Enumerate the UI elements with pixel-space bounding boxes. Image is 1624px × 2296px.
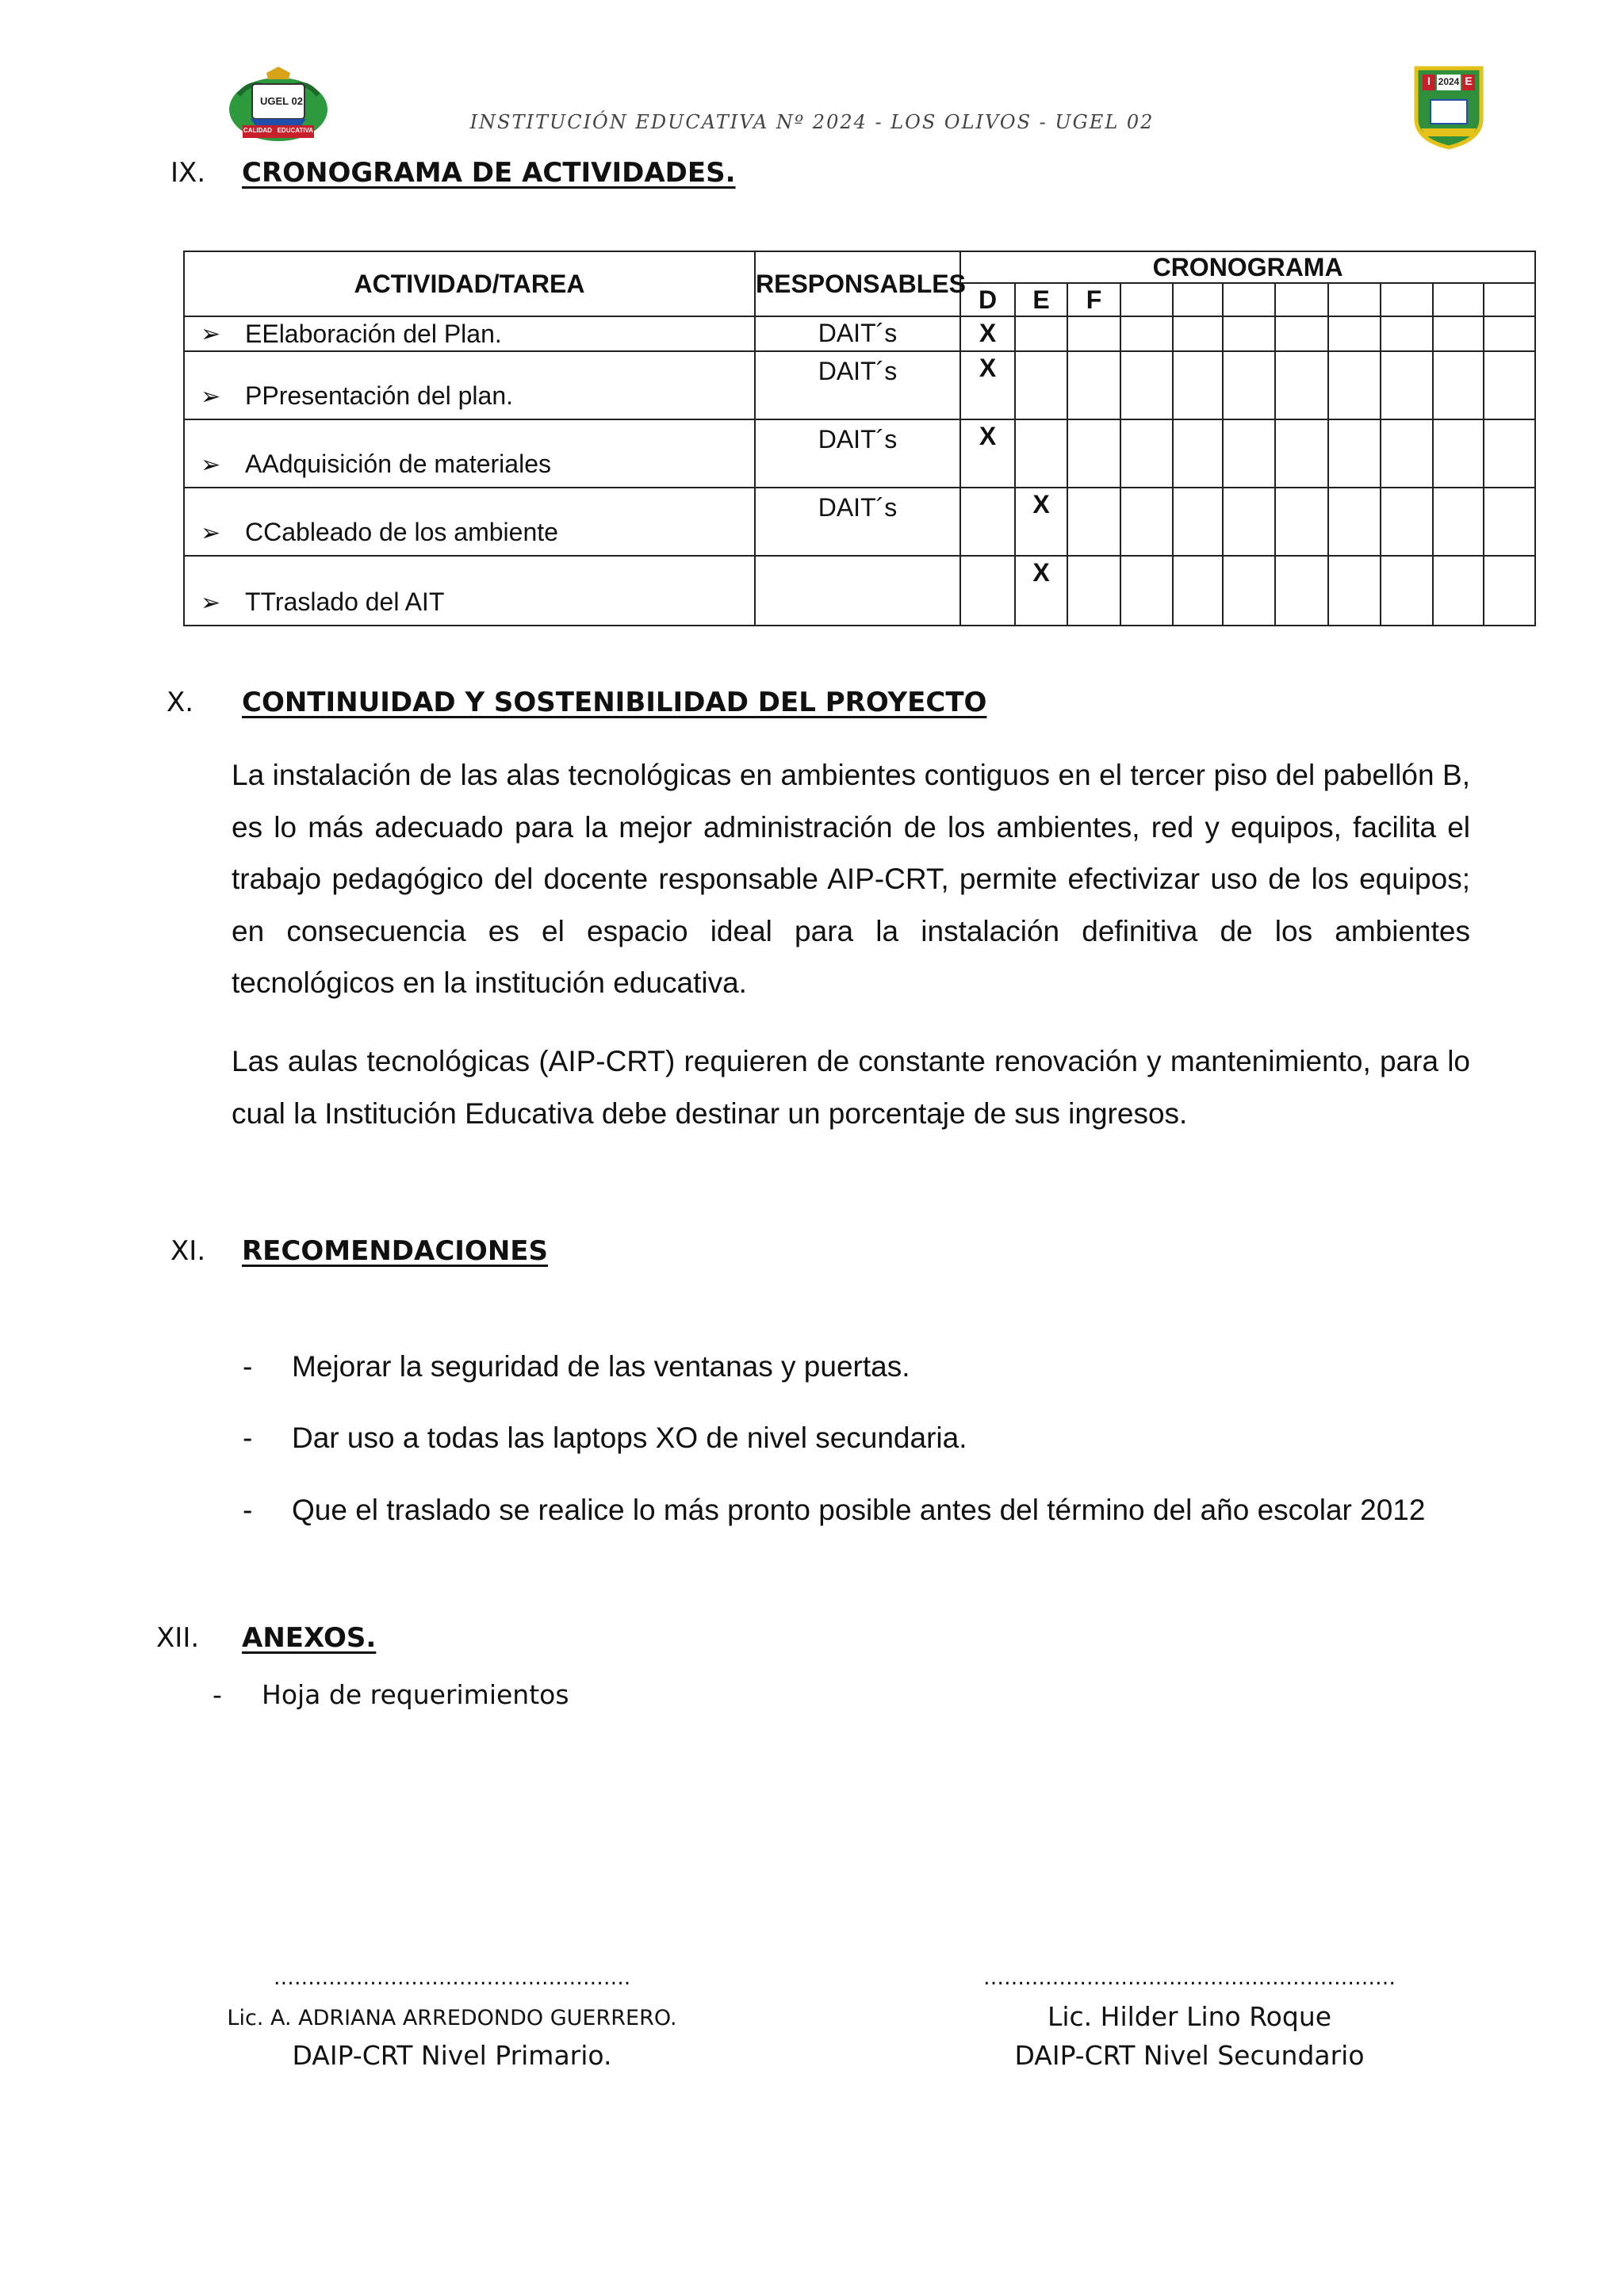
schedule-mark — [1275, 419, 1328, 487]
responsible-cell: DAIT´s — [755, 488, 960, 556]
arrow-bullet-icon: ➢ — [201, 451, 221, 478]
table-row — [184, 556, 1535, 626]
arrow-bullet-icon: ➢ — [201, 590, 221, 616]
month-header — [1433, 283, 1484, 316]
schedule-mark — [1328, 556, 1381, 626]
schedule-mark — [1328, 316, 1381, 351]
schedule-mark — [1173, 351, 1223, 419]
schedule-mark — [1381, 556, 1433, 626]
dash-bullet: - — [243, 1494, 253, 1526]
activity-label: AAdquisición de materiales — [245, 449, 551, 478]
signature-role-right: DAIP-CRT Nivel Secundario — [1014, 2040, 1365, 2071]
signature-name-right: Lic. Hilder Lino Roque — [1047, 2001, 1332, 2032]
signature-name-left: Lic. A. ADRIANA ARREDONDO GUERRERO. — [227, 2006, 677, 2030]
schedule-mark: X — [960, 419, 1015, 487]
month-header — [1275, 283, 1328, 316]
col-activity-header: ACTIVIDAD/TAREA — [184, 251, 755, 316]
schedule-mark — [1275, 556, 1328, 626]
sustainability-paragraph-2: Las aulas tecnológicas (AIP-CRT) requieren de constante renovación y mantenimiento, para lo cual la Institución Educativa debe destinar un porcentaje de sus ingresos. — [232, 1045, 1470, 1130]
month-header — [1328, 283, 1381, 316]
schedule-mark — [1328, 488, 1381, 556]
schedule-mark — [1015, 419, 1067, 487]
section-10-number: X. — [167, 687, 194, 718]
schedule-mark — [1381, 419, 1433, 487]
sustainability-paragraph-1: La instalación de las alas tecnológicas en ambientes contiguos en el tercer piso del pabellón B, es lo más adecuado para la mejor administración de los ambientes, red y equipos, facilita el trabajo pedagógico del docente responsable AIP-CRT, permite efectivizar uso de los equipos; en consecuencia es el espacio ideal para la instalación definitiva de los ambientes tecnológicos en la institución educativa. — [232, 759, 1470, 999]
responsible-cell: DAIT´s — [755, 316, 960, 351]
schedule-mark — [1433, 316, 1484, 351]
schedule-mark — [1484, 556, 1535, 626]
schedule-mark — [1484, 351, 1535, 419]
schedule-mark — [1173, 556, 1223, 626]
schedule-mark — [960, 488, 1015, 556]
month-header: E — [1015, 283, 1067, 316]
schedule-mark — [1381, 351, 1433, 419]
schedule-mark — [1173, 316, 1223, 351]
schedule-mark — [1275, 351, 1328, 419]
table-row — [184, 488, 1535, 556]
header-title: INSTITUCIÓN EDUCATIVA Nº 2024 - LOS OLIVOS - UGEL 02 — [469, 111, 1155, 133]
responsible-cell: DAIT´s — [755, 419, 960, 487]
signature-line-right: …………………………………………………… — [983, 1966, 1396, 1990]
activity-label: TTraslado del AIT — [245, 587, 445, 616]
schedule-mark: X — [960, 316, 1015, 351]
recommendation-text: Dar uso a todas las laptops XO de nivel secundaria. — [292, 1422, 967, 1454]
col-responsible-header: RESPONSABLES — [755, 251, 960, 316]
schedule-mark — [1328, 351, 1381, 419]
schedule-mark — [1120, 556, 1173, 626]
schedule-mark — [1173, 419, 1223, 487]
schedule-mark — [1120, 419, 1173, 487]
annex-item: Hoja de requerimientos — [262, 1679, 569, 1710]
responsible-cell: DAIT´s — [755, 351, 960, 419]
schedule-mark — [1015, 316, 1067, 351]
schedule-table — [183, 251, 1536, 626]
section-10-title: CONTINUIDAD Y SOSTENIBILIDAD DEL PROYECTO — [242, 687, 987, 718]
month-header — [1381, 283, 1433, 316]
dash-bullet: - — [243, 1350, 253, 1383]
crest-letter-left: I — [1427, 75, 1431, 87]
month-header — [1223, 283, 1275, 316]
schedule-mark — [1223, 316, 1275, 351]
schedule-mark — [1381, 488, 1433, 556]
schedule-mark — [1484, 488, 1535, 556]
activity-label: CCableado de los ambiente — [245, 517, 558, 546]
schedule-mark — [1067, 419, 1120, 487]
schedule-mark — [1173, 488, 1223, 556]
schedule-mark — [1015, 351, 1067, 419]
schedule-mark — [1067, 316, 1120, 351]
recommendation-text: Mejorar la seguridad de las ventanas y puertas. — [292, 1350, 910, 1383]
table-row — [184, 316, 1535, 351]
dash-bullet: - — [243, 1422, 253, 1454]
schedule-mark — [1067, 556, 1120, 626]
table-row — [184, 419, 1535, 487]
schedule-mark — [1223, 488, 1275, 556]
schedule-mark — [1433, 488, 1484, 556]
section-11-number: XI. — [170, 1235, 206, 1267]
ugel-logo-text: UGEL 02 — [260, 95, 303, 107]
arrow-bullet-icon: ➢ — [201, 384, 221, 411]
schedule-mark — [1120, 316, 1173, 351]
schedule-mark — [1433, 419, 1484, 487]
annex-dash: - — [213, 1679, 222, 1710]
schedule-mark — [1433, 351, 1484, 419]
arrow-bullet-icon: ➢ — [201, 519, 221, 546]
schedule-mark — [1223, 351, 1275, 419]
section-12-title: ANEXOS. — [242, 1622, 377, 1654]
responsible-cell — [755, 556, 960, 626]
schedule-mark — [1433, 556, 1484, 626]
schedule-mark — [1381, 316, 1433, 351]
activity-label: PPresentación del plan. — [245, 381, 513, 411]
month-header: F — [1067, 283, 1120, 316]
signature-role-left: DAIP-CRT Nivel Primario. — [292, 2040, 612, 2071]
schedule-mark: X — [960, 351, 1015, 419]
schedule-mark — [1275, 316, 1328, 351]
schedule-mark — [1223, 419, 1275, 487]
table-row — [184, 351, 1535, 419]
schedule-mark — [1275, 488, 1328, 556]
month-header: D — [960, 283, 1015, 316]
ugel-logo-ribbon: CALIDAD EDUCATIVA — [243, 127, 314, 134]
school-crest — [1413, 63, 1484, 151]
signature-line-left: ……………………………………………. — [273, 1966, 631, 1990]
activity-label: EElaboración del Plan. — [245, 319, 502, 348]
month-header — [1120, 283, 1173, 316]
schedule-mark — [1120, 351, 1173, 419]
arrow-bullet-icon: ➢ — [201, 320, 221, 347]
col-schedule-header: CRONOGRAMA — [960, 251, 1535, 283]
schedule-mark — [960, 556, 1015, 626]
schedule-mark: X — [1015, 488, 1067, 556]
schedule-mark — [1484, 316, 1535, 351]
section-12-number: XII. — [156, 1622, 200, 1654]
section-9-title: CRONOGRAMA DE ACTIVIDADES. — [242, 157, 736, 189]
schedule-mark — [1484, 419, 1535, 487]
schedule-mark — [1120, 488, 1173, 556]
recommendation-text: Que el traslado se realice lo más pronto posible antes del término del año escolar 2012 — [292, 1494, 1426, 1526]
schedule-mark — [1223, 556, 1275, 626]
crest-year: 2024 — [1438, 76, 1460, 87]
schedule-mark — [1067, 351, 1120, 419]
section-9-number: IX. — [170, 157, 206, 189]
schedule-mark — [1328, 419, 1381, 487]
section-11-title: RECOMENDACIONES — [242, 1235, 548, 1267]
month-header — [1173, 283, 1223, 316]
schedule-mark: X — [1015, 556, 1067, 626]
month-header — [1484, 283, 1535, 316]
crest-letter-right: E — [1465, 75, 1473, 87]
schedule-mark — [1067, 488, 1120, 556]
ugel-logo — [219, 63, 338, 151]
